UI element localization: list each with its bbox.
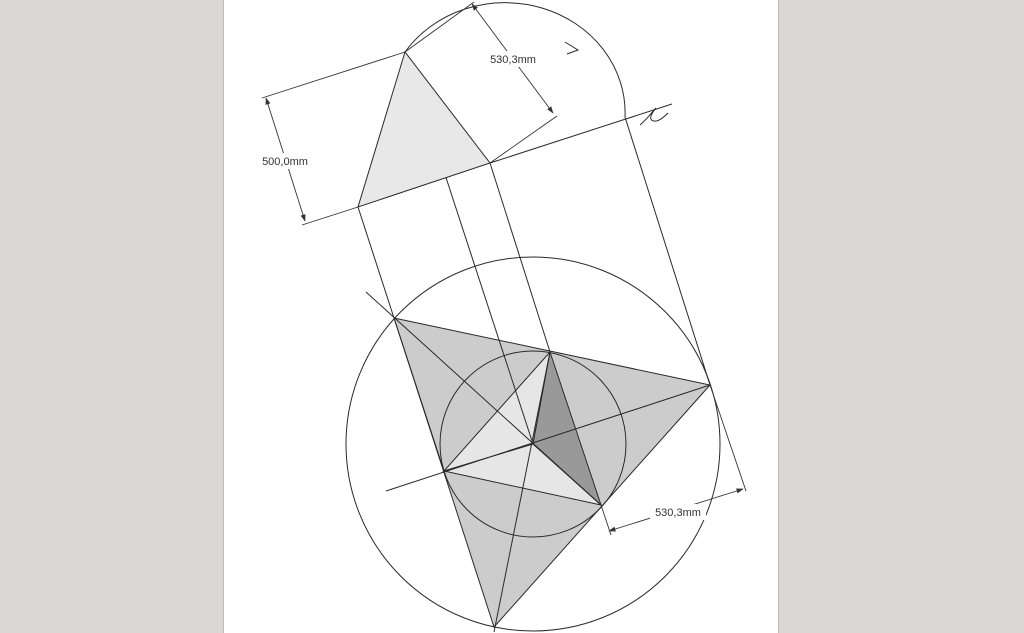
- dim-height-ext-2: [302, 207, 358, 225]
- dim-height-label: 500,0mm: [262, 156, 308, 168]
- dim-height-ext-1: [262, 52, 405, 98]
- axis-symbol-icon: [640, 108, 668, 125]
- dim-top-ext-2: [490, 116, 557, 163]
- projection-line-right: [625, 117, 710, 385]
- dim-top-label: 530,3mm: [490, 54, 536, 66]
- dim-top-ext-1: [405, 2, 474, 52]
- dim-bottom-ext-1: [710, 385, 746, 491]
- elevation-triangle: [358, 52, 490, 207]
- dim-bottom-label: 530,3mm: [655, 507, 701, 519]
- rotation-arrow-icon: [565, 42, 578, 54]
- ground-line: [490, 104, 672, 163]
